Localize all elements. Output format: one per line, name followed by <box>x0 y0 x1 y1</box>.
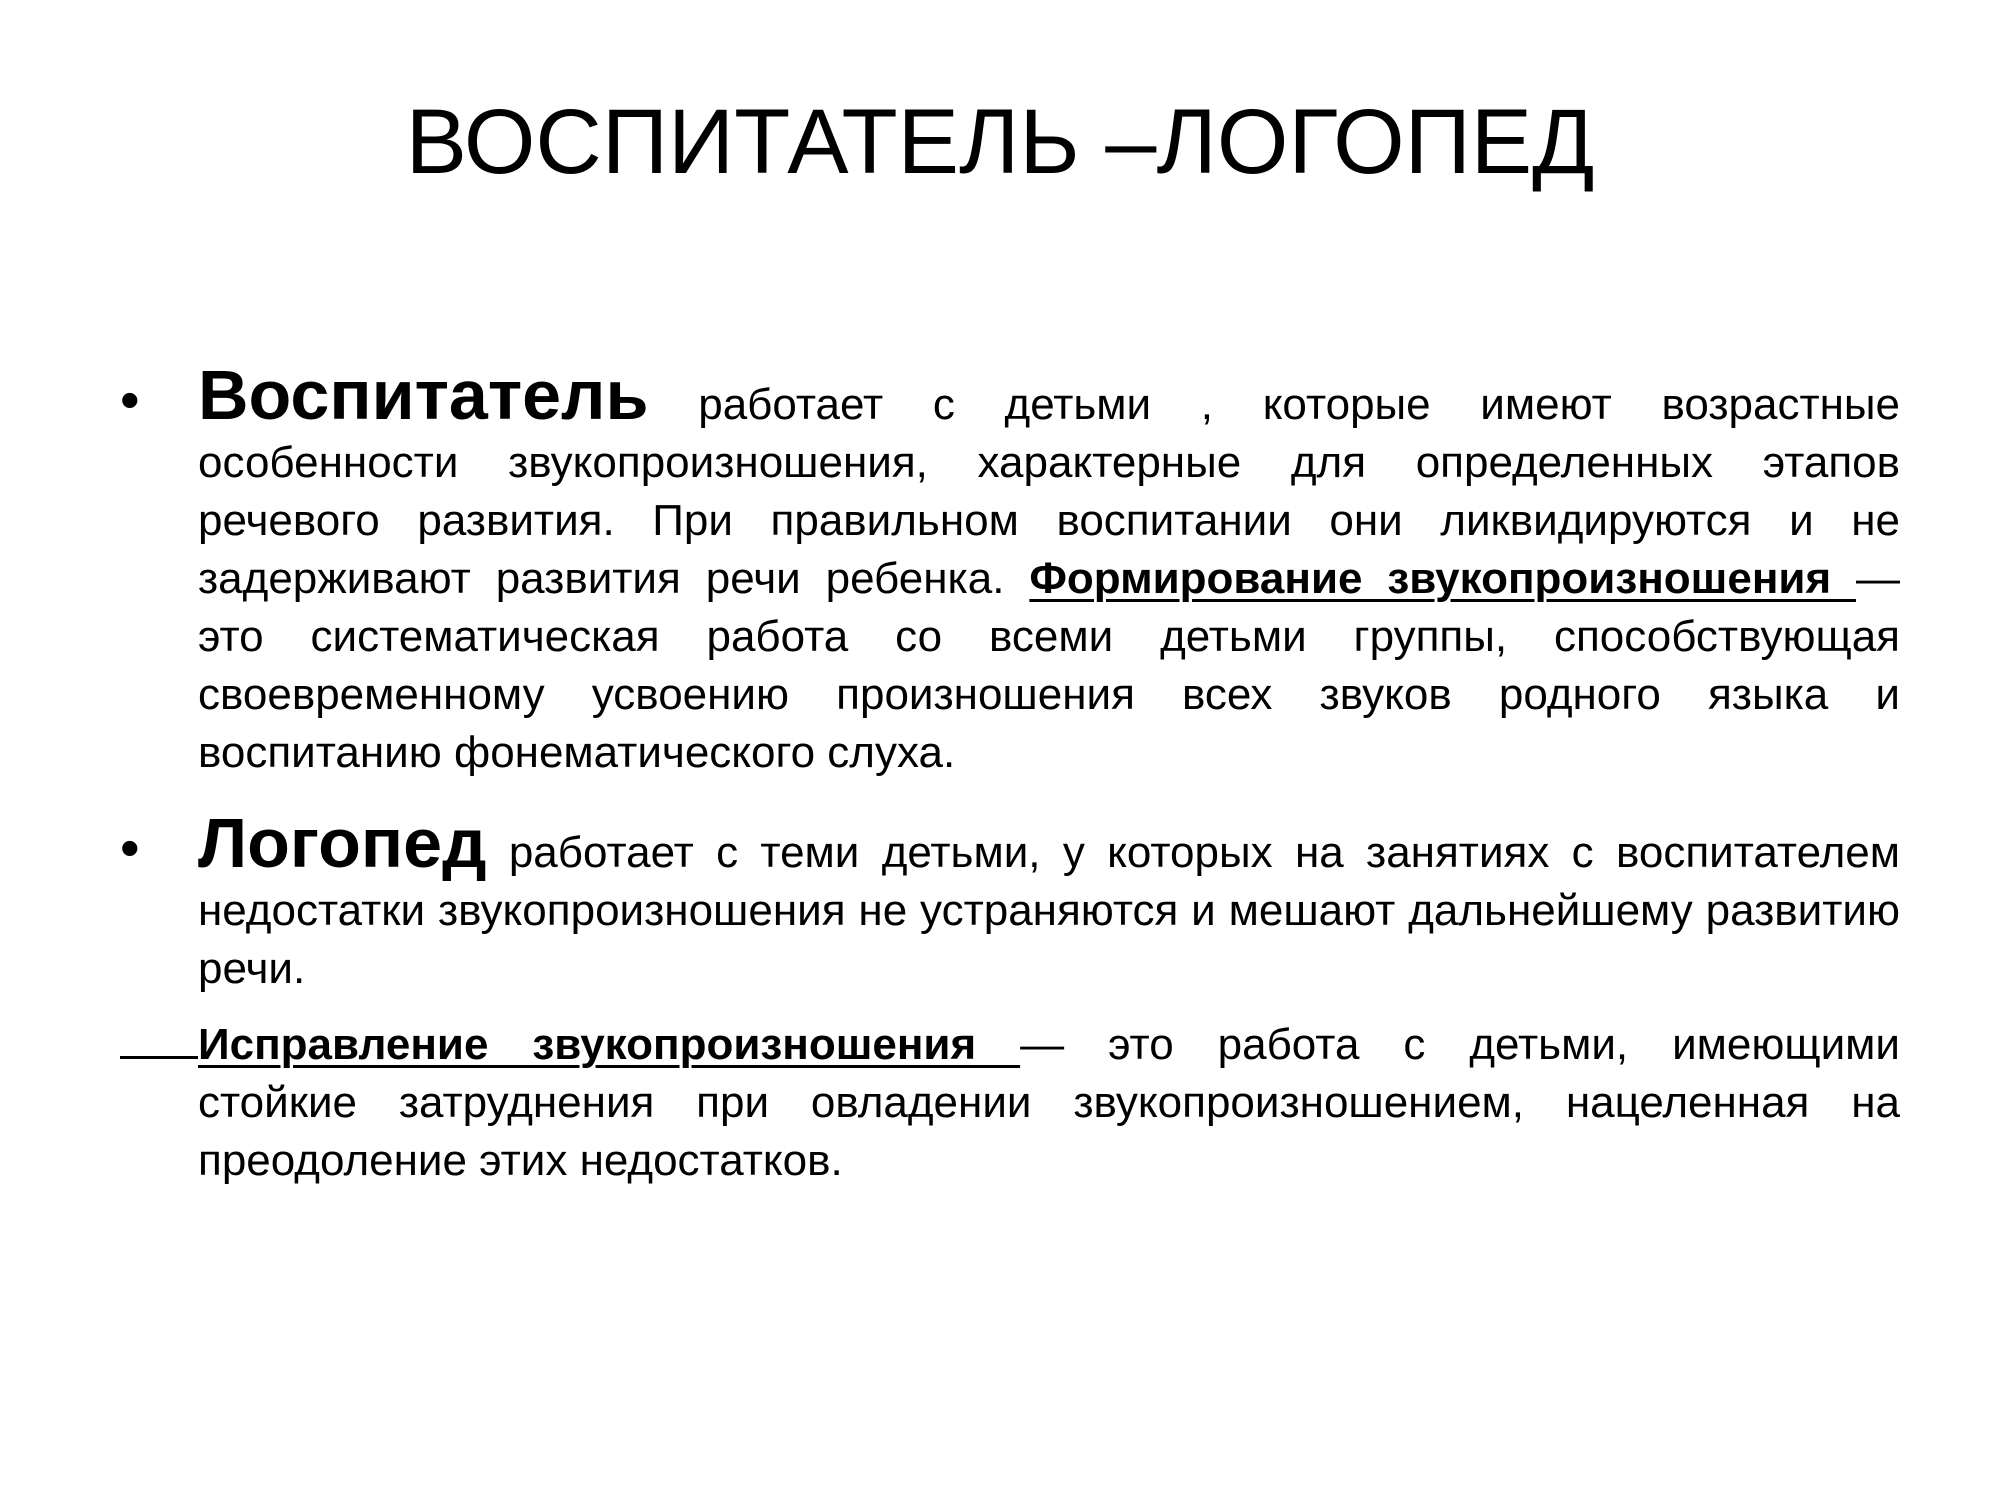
bullet-icon: • <box>120 368 140 431</box>
therapist-paragraph <box>198 804 1900 998</box>
educator-text: работает с детьми , которые имеют возрастные особенности звукопроизношения, характерные для определенных этапов речевого развития. При правильном воспитании они ликвидируются и не задерживают развития речи ребенка. <box>198 380 1900 603</box>
bullet-educator <box>120 356 1901 782</box>
bullet-speech-therapist <box>120 804 1900 998</box>
therapist-lead: Логопед <box>198 804 487 882</box>
correction-paragraph <box>120 1016 1900 1190</box>
slide-content <box>120 356 1901 1190</box>
underline-leader <box>120 1016 198 1059</box>
educator-paragraph <box>198 356 1901 782</box>
bullet-icon: • <box>120 816 140 879</box>
formation-definition: — это систематическая работа со всеми детьми группы, способствующая своевременному усвоению произношения всех звуков родного языка и воспитанию фонематического слуха. <box>198 554 1901 777</box>
correction-line-1 <box>120 1016 1900 1074</box>
correction-definition-rest: стойкие затруднения при овладении звукопроизношением, нацеленная на преодоление этих недостатков. <box>198 1078 1900 1185</box>
educator-lead: Воспитатель <box>198 356 649 434</box>
term-formation: Формирование звукопроизношения <box>1029 554 1857 603</box>
term-correction: Исправление звукопроизношения <box>198 1020 1021 1069</box>
correction-definition-start: — это работа с детьми, имеющими <box>1020 1020 1901 1069</box>
therapist-text: работает с теми детьми, у которых на занятиях с воспитателем недостатки звукопроизношения не устраняются и мешают дальнейшему развитию речи. <box>198 828 1900 993</box>
slide-title: ВОСПИТАТЕЛЬ –ЛОГОПЕД <box>405 91 1595 193</box>
